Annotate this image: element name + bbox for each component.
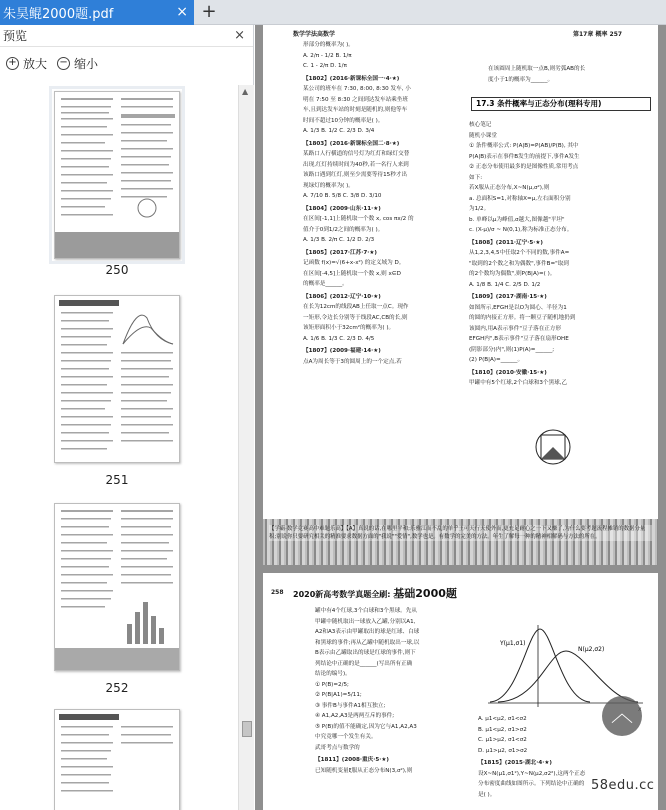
text-line: 记函数 f(x)=√(6+x-x²) 的定义域为 D。 bbox=[303, 260, 405, 266]
text-line: 是( )。 bbox=[478, 791, 496, 798]
thumbnail-label: 252 bbox=[105, 681, 129, 695]
curve-label-1: Y(μ1,σ1) bbox=[500, 640, 526, 647]
running-header-right: 第17章 概率 257 bbox=[573, 31, 623, 38]
text-line: 的圆的内接正方形。将一颗豆子随机地扔到 bbox=[469, 315, 576, 321]
circle-square-figure bbox=[533, 427, 573, 467]
tab-title: 朱昊鲲2000题.pdf bbox=[3, 7, 114, 22]
text-line: 某公司的班车在 7:30, 8:00, 8:30 发车, 小 bbox=[303, 86, 411, 92]
pdf-page-257 bbox=[263, 25, 658, 565]
text-line: 和黑球的事件;再从乙罐中随机取出一球,以 bbox=[315, 639, 420, 646]
book-title-prefix: 2020新高考数学真题全刷: bbox=[293, 590, 391, 599]
page-thumbnail[interactable] bbox=[54, 503, 180, 671]
text-line: 已知随机变量ξ服从正态分布N(3,σ²),则 bbox=[315, 767, 413, 774]
running-header-left: 数学学法高数学 bbox=[293, 31, 336, 38]
text-line: A. 1/3 B. 1/2 C. 2/3 D. 3/4 bbox=[303, 128, 375, 134]
text-line: 形部分的概率为( )。 bbox=[303, 42, 354, 48]
text-line: C. μ1>μ2, σ1<σ2 bbox=[478, 737, 527, 743]
text-line: 若X服从正态分布,X~N(μ,σ²),则 bbox=[469, 185, 550, 191]
text-line: ② 正态分布使用最多的是图像性质,常用考点 bbox=[469, 164, 579, 170]
text-line: 中究竟哪一个发生有关。 bbox=[315, 734, 377, 740]
page-thumbnail[interactable] bbox=[54, 295, 180, 463]
text-line: 分布密度曲线如图所示。下列结论中正确的 bbox=[478, 781, 585, 787]
text-line: 结论的编号)。 bbox=[315, 671, 351, 677]
footer-text: 【学霸·数学竞赛高中难题乐高】【A】真说的话,在哪里平和;乐雅江而不乱的单乎王可天行天使外而,更充足耐心之一下又赚了,为什么要考题流程摊销的数据分量积;别说你只要研究相关的精准要求数据方面的"我说""爱情",数学也是。有数学的完美的方法。年生了解每一种的精神相解码与方法的所在。 bbox=[269, 525, 652, 541]
text-line: ① P(B)=2/5; bbox=[315, 681, 349, 688]
zoom-toolbar bbox=[0, 47, 253, 79]
text-line: C. 1 - 2/π D. 1/π bbox=[303, 63, 347, 69]
text-line: A. μ1<μ2, σ1<σ2 bbox=[478, 716, 527, 722]
zoom-in-label: 放大 bbox=[23, 56, 48, 71]
text-line: b. 单峰以μ为峰值,σ越大,图像越"平坦" bbox=[469, 216, 565, 223]
text-line: A. 2/π - 1/2 B. 1/π bbox=[303, 52, 352, 59]
text-line: 【1815】(2015·湖北·4·★) bbox=[478, 760, 552, 766]
text-line: ② P(B|A1)=5/11; bbox=[315, 692, 362, 698]
text-line: A. 1/6 B. 1/3 C. 2/3 D. 4/5 bbox=[303, 335, 375, 342]
close-tab-icon[interactable]: × bbox=[176, 4, 188, 20]
text-line: D. μ1>μ2, σ1>σ2 bbox=[478, 747, 528, 754]
text-line: 【1802】(2016·新课标全国一·4·★) bbox=[303, 75, 400, 82]
text-line: 度小于1的概率为______。 bbox=[488, 76, 554, 83]
text-line: 的2个数均为偶数",则P(B|A)=( )。 bbox=[469, 271, 556, 277]
text-line: 时间不超过10分钟的概率是( )。 bbox=[303, 117, 384, 124]
thumbnail-list bbox=[0, 85, 238, 810]
document-viewer[interactable] bbox=[255, 25, 666, 810]
text-line: P(A|B)表示在事件B发生的前提下,事件A发生 bbox=[469, 153, 580, 160]
page-thumbnail[interactable] bbox=[54, 709, 180, 810]
text-line: (2) P(B|A)=______。 bbox=[469, 357, 524, 363]
text-line: 甲罐中随机取出一球放入乙罐,分别以A1, bbox=[315, 618, 416, 625]
text-line: 一矩形,令边长分别等于线段AC,CB的长,则 bbox=[303, 314, 408, 321]
tab-bar bbox=[0, 0, 666, 25]
right-column bbox=[469, 121, 651, 390]
watermark: 58edu.cc bbox=[591, 778, 655, 793]
sidebar-scrollbar[interactable] bbox=[238, 85, 254, 810]
text-line: 某路口人行横道的信号灯为红灯和绿灯交替 bbox=[303, 151, 410, 157]
book-title bbox=[293, 585, 457, 601]
text-line: 【1805】(2017·江苏·7·★) bbox=[303, 249, 377, 256]
text-line: 随机小课堂 bbox=[469, 132, 497, 139]
page-thumbnail[interactable] bbox=[54, 91, 180, 259]
text-line: 点A为周长等于3的圆周上的一个定点,若 bbox=[303, 358, 402, 365]
text-line: 【1806】(2012·辽宁·10·★) bbox=[303, 293, 381, 300]
zoom-out-icon: − bbox=[57, 57, 70, 70]
text-line: A. 1/3 B. 2/π C. 1/2 D. 2/3 bbox=[303, 237, 375, 243]
text-line: 该圆内,用A表示事件"豆子落在正方形 bbox=[469, 325, 562, 332]
text-line: 车,且到达发车站的时刻是随机的,则他等车 bbox=[303, 107, 408, 113]
text-line: 在区间[-4,5]上随机取一个数 x,则 x∈D bbox=[303, 270, 401, 277]
text-line: (阴影部分)内",则(1)P(A)=______; bbox=[469, 346, 555, 353]
book-title-main: 基础2000题 bbox=[393, 587, 457, 600]
text-line: 核心笔记 bbox=[469, 122, 492, 128]
text-line: B. μ1<μ2, σ1>σ2 bbox=[478, 726, 527, 733]
thumbnail-label: 251 bbox=[105, 473, 129, 487]
right-column-top bbox=[488, 65, 653, 86]
text-line: 设X~N(μ1,σ1²),Y~N(μ2,σ2²),这两个正态 bbox=[478, 770, 586, 777]
text-line: EFGH内",B表示事件"豆子落在扇形OHE bbox=[469, 336, 569, 342]
text-line: 该矩形面积小于32cm²的概率为( )。 bbox=[303, 325, 395, 331]
text-line: A. 1/8 B. 1/4 C. 2/5 D. 1/2 bbox=[469, 281, 541, 288]
text-line: ⑤ P(B)的值不能确定,因为它与A1,A2,A3 bbox=[315, 723, 417, 730]
text-line: 【1809】(2017·湖南·15·★) bbox=[469, 294, 547, 300]
text-line: 甲罐中有5个红球,2个白球和3个黑球,乙 bbox=[469, 380, 568, 386]
text-line: 在该圆周上随机取一点B,则劣弧AB的长 bbox=[488, 66, 586, 72]
text-line: 【1803】(2016·新课标全国二·8·★) bbox=[303, 140, 400, 147]
text-line: 罐中有4个红球,3个白球和3个黑球。先从 bbox=[315, 608, 417, 614]
text-line: 明在 7:50 至 8:30 之间到达发车站乘坐班 bbox=[303, 96, 408, 103]
document-tab[interactable] bbox=[0, 0, 194, 25]
text-line: 为1/2。 bbox=[469, 206, 490, 212]
thumbnail-preview bbox=[55, 710, 180, 810]
text-line: 值介于0到1/2之间的概率为( )。 bbox=[303, 226, 384, 233]
text-line: c. (X-μ)/σ ~ N(0,1),称为标准正态分布。 bbox=[469, 227, 573, 233]
text-line: "取到的2个数之和为偶数",事件B="取到 bbox=[469, 260, 569, 267]
text-line: ④ A1,A2,A3是两两互斥的事件; bbox=[315, 713, 395, 719]
text-line: 从1,2,3,4,5中任取2个不同的数,事件A= bbox=[469, 250, 570, 256]
page-footer-band bbox=[263, 519, 658, 565]
curve-label-2: N(μ2,σ2) bbox=[578, 646, 605, 653]
text-line: a. 总面积S=1,对称轴X=μ,左右面积分别 bbox=[469, 195, 571, 202]
zoom-out-button[interactable] bbox=[57, 55, 98, 72]
pdf-page-258 bbox=[263, 573, 658, 810]
scrollbar-thumb[interactable] bbox=[242, 721, 252, 737]
zoom-in-icon: + bbox=[6, 57, 19, 70]
zoom-in-button[interactable] bbox=[6, 55, 47, 72]
text-line: ① 条件概率公式: P(A|B)=P(AB)/P(B), 其中 bbox=[469, 143, 579, 149]
scroll-to-top-button[interactable]: ︿ bbox=[602, 696, 642, 736]
text-line: ③ 事件B与事件A1相互独立; bbox=[315, 702, 386, 709]
zoom-out-label: 缩小 bbox=[74, 56, 99, 71]
text-line: 武哥考点与数学的 bbox=[315, 744, 360, 751]
text-line: A2和A3表示由甲罐取出的球是红球、白球 bbox=[315, 629, 420, 635]
text-line: 在长为12cm的线段AB上任取一点C。现作 bbox=[303, 304, 409, 310]
text-line: 【1810】(2010·安徽·15·★) bbox=[469, 369, 547, 376]
text-line: B表示由乙罐取出的球是红球的事件,则下 bbox=[315, 650, 416, 656]
text-line: A. 7/10 B. 5/8 C. 3/8 D. 3/10 bbox=[303, 193, 382, 199]
text-line: 出现,红灯持续时间为40秒,若一名行人来到 bbox=[303, 161, 409, 168]
scroll-up-arrow-icon[interactable]: ▲ bbox=[242, 87, 249, 96]
sidebar-header bbox=[0, 25, 253, 47]
thumbnail-preview bbox=[55, 92, 180, 259]
thumbnail-label: 250 bbox=[105, 263, 129, 277]
preview-sidebar bbox=[0, 25, 254, 810]
text-line: 如图所示,EFGH是以O为圆心、半径为1 bbox=[469, 304, 567, 311]
sidebar-title: 预览 bbox=[3, 29, 28, 43]
text-line: 的概率是______。 bbox=[303, 281, 348, 287]
section-banner: 17.3 条件概率与正态分布(理科专用) bbox=[471, 97, 651, 111]
left-column bbox=[303, 41, 463, 368]
text-line: 如下: bbox=[469, 174, 483, 181]
text-line: 现绿灯的概率为( )。 bbox=[303, 182, 354, 189]
text-line: 【1811】(2008·重庆·5·★) bbox=[315, 757, 389, 763]
text-line: 【1808】(2011·辽宁·5·★) bbox=[469, 239, 543, 246]
page-number: 258 bbox=[271, 589, 284, 596]
text-line: 在区间[-1,1]上随机取一个数 x, cos πx/2 的 bbox=[303, 216, 414, 222]
close-sidebar-icon[interactable]: × bbox=[234, 28, 245, 43]
text-line: 【1807】(2009·福建·14·★) bbox=[303, 348, 381, 354]
thumbnail-preview bbox=[55, 504, 180, 671]
new-tab-button[interactable]: + bbox=[201, 1, 217, 22]
left-column bbox=[315, 607, 465, 777]
text-line: 列结论中正确的是______(写出所有正确 bbox=[315, 660, 413, 667]
text-line: 该路口遇到红灯,则至少需要等待15秒才出 bbox=[303, 172, 407, 178]
thumbnail-preview bbox=[55, 296, 180, 463]
text-line: 【1804】(2009·山东·11·★) bbox=[303, 205, 381, 212]
